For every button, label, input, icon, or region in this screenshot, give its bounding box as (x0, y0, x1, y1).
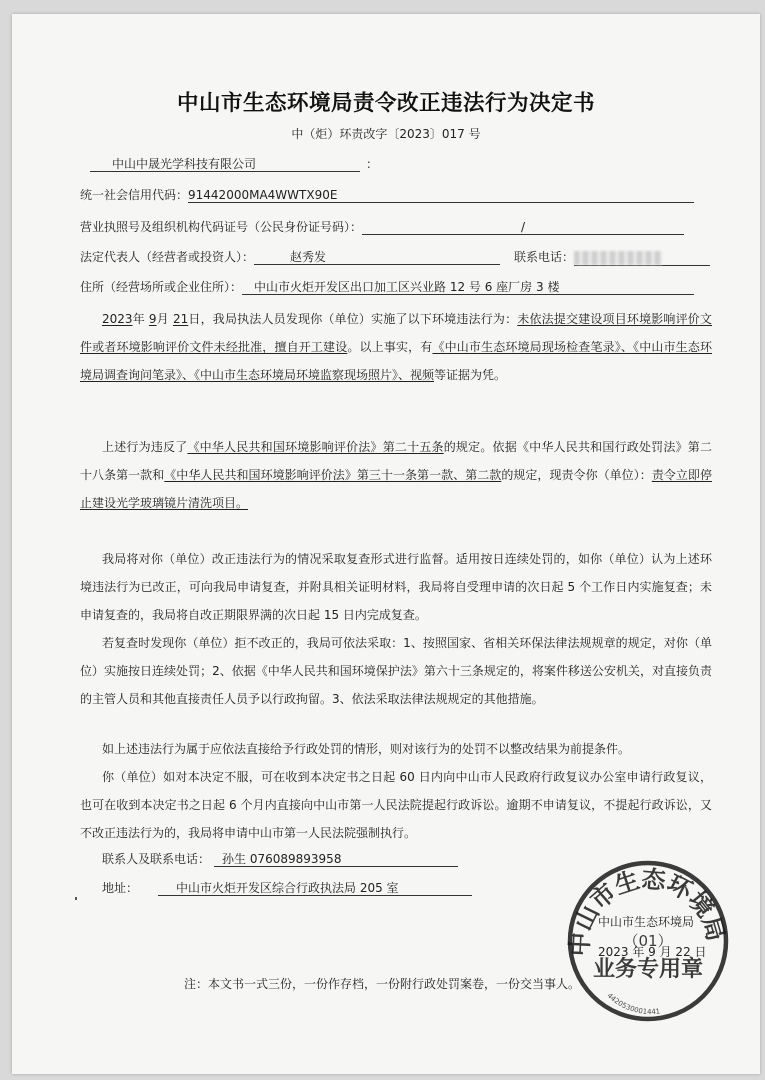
address-line (80, 280, 694, 295)
document-title: 中山市生态环境局责令改正违法行为决定书 (176, 91, 595, 116)
paragraph-facts: 2023年 9月 21日，我局执法人员发现你（单位）实施了以下环境违法行为：未依法提交建设项目环境影响评价文件或者环境影响评价文件未经批准，擅自开工建设。以上事实，有《中山市生态环境局现场检查笔录》、《中山市生态环境局调查询问笔录》、《中山市生态环境局环境监察现场照片》、视频等证据为凭。 (80, 312, 712, 382)
stray-mark (75, 897, 77, 900)
license-value: / (362, 220, 684, 235)
credit-code-label: 统一社会信用代码： (80, 188, 189, 202)
office-address-label: 地址： (102, 881, 139, 895)
contact-value: 孙生 076089893958 (214, 852, 458, 867)
penalty-law: 《中华人民共和国环境影响评价法》第三十一条第一款、第二款 (164, 468, 502, 482)
paragraph-review: 我局将对你（单位）改正违法行为的情况采取复查形式进行监督。适用按日连续处罚的，如你（单位）认为上述环境违法行为已改正，可向我局申请复查，并附具相关证明材料，我局将自受理申请的次日起 5 个工作日内实施复查；未申请复查的，我局将自改正期限界满的次日起 15 日内完成复查。 (80, 552, 712, 622)
seal-bottom-text: 业务专用章 (592, 956, 704, 982)
paragraph-penalty-note: 如上述违法行为属于应依法直接给予行政处罚的情形，则对该行为的处罚不以整改结果为前提条件。 (102, 742, 631, 756)
paragraph-appeal: 你（单位）如对本决定不服，可在收到本决定书之日起 60 日内向中山市人民政府行政复议办公室申请行政复议，也可在收到本决定书之日起 6 个月内直接向中山市第一人民法院提起行政诉讼。逾期不申请复议，不提起行政诉讼，又不改正违法行为的，我局将申请中山市第一人民法院强制执行。 (80, 770, 712, 840)
paragraph-legal-basis: 上述行为违反了《中华人民共和国环境影响评价法》第二十五条的规定。依据《中华人民共和国行政处罚法》第二十八条第一款和《中华人民共和国环境影响评价法》第三十一条第一款、第二款的规定，现责令你（单位）：责令立即停止建设光学玻璃镜片清洗项目。 (80, 440, 712, 510)
seal-ring-text: 中山市生态环境局 (565, 863, 731, 957)
credit-code-value: 91442000MA4WWTX90E (188, 188, 694, 203)
contact-label: 联系人及联系电话： (102, 852, 211, 866)
legal-rep-line (80, 250, 710, 266)
violation-text: 未依法提交建设项目环境影响评价文件或者环境影响评价文件未经批准，擅自开工建设 (80, 312, 712, 354)
license-label: 营业执照号及组织机构代码证号（公民身份证号码）： (80, 220, 363, 234)
recipient-line: 中山中晟光学科技有限公司 ： (90, 157, 378, 172)
legal-rep-name: 赵秀发 (254, 250, 500, 265)
issue-date: 2023 年 9 月 22 日 (598, 945, 707, 959)
legal-rep-label: 法定代表人（经营者或投资人）： (80, 250, 255, 264)
phone-label: 联系电话： (514, 250, 575, 264)
phone-value-redacted (574, 250, 710, 266)
recipient-name: 中山中晟光学科技有限公司 (90, 157, 360, 172)
credit-code-line (80, 188, 694, 203)
violated-law: 《中华人民共和国环境影响评价法》第二十五条 (187, 440, 444, 454)
address-value: 中山市火炬开发区出口加工区兴业路 12 号 6 座厂房 3 楼 (242, 280, 694, 295)
paragraph-noncompliance: 若复查时发现你（单位）拒不改正的，我局可依法采取：1、按照国家、省相关环保法律法规规章的规定，对你（单位）实施按日连续处罚；2、依据《中华人民共和国环境保护法》第六十三条规定的，将案件移送公安机关，对直接负责的主管人员和其他直接责任人员予以行政拘留。3、依法采取法律法规规定的其他措施。 (80, 636, 712, 706)
seal-serial: 4420530001441 (605, 991, 661, 1017)
license-line (80, 220, 684, 235)
contact-line (102, 852, 458, 867)
office-address-line (102, 881, 472, 896)
document-page (12, 14, 760, 1074)
evidence-text: 《中山市生态环境局现场检查笔录》、《中山市生态环境局调查询问笔录》、《中山市生态环境局环境监察现场照片》、视频 (80, 340, 712, 382)
address-label: 住所（经营场所或企业住所）： (80, 280, 243, 294)
footnote: 注：本文书一式三份，一份作存档，一份附行政处罚案卷，一份交当事人。 (184, 977, 581, 991)
issuer-name: 中山市生态环境局 (598, 915, 695, 929)
seal-center-text: （01） (623, 932, 673, 950)
office-address-value: 中山市火炬开发区综合行政执法局 205 室 (158, 881, 472, 896)
official-seal (565, 858, 731, 1024)
order-text: 责令立即停止建设光学玻璃镜片清洗项目。 (80, 468, 712, 510)
document-number: 中（炬）环责改字〔2023〕017 号 (291, 127, 481, 141)
